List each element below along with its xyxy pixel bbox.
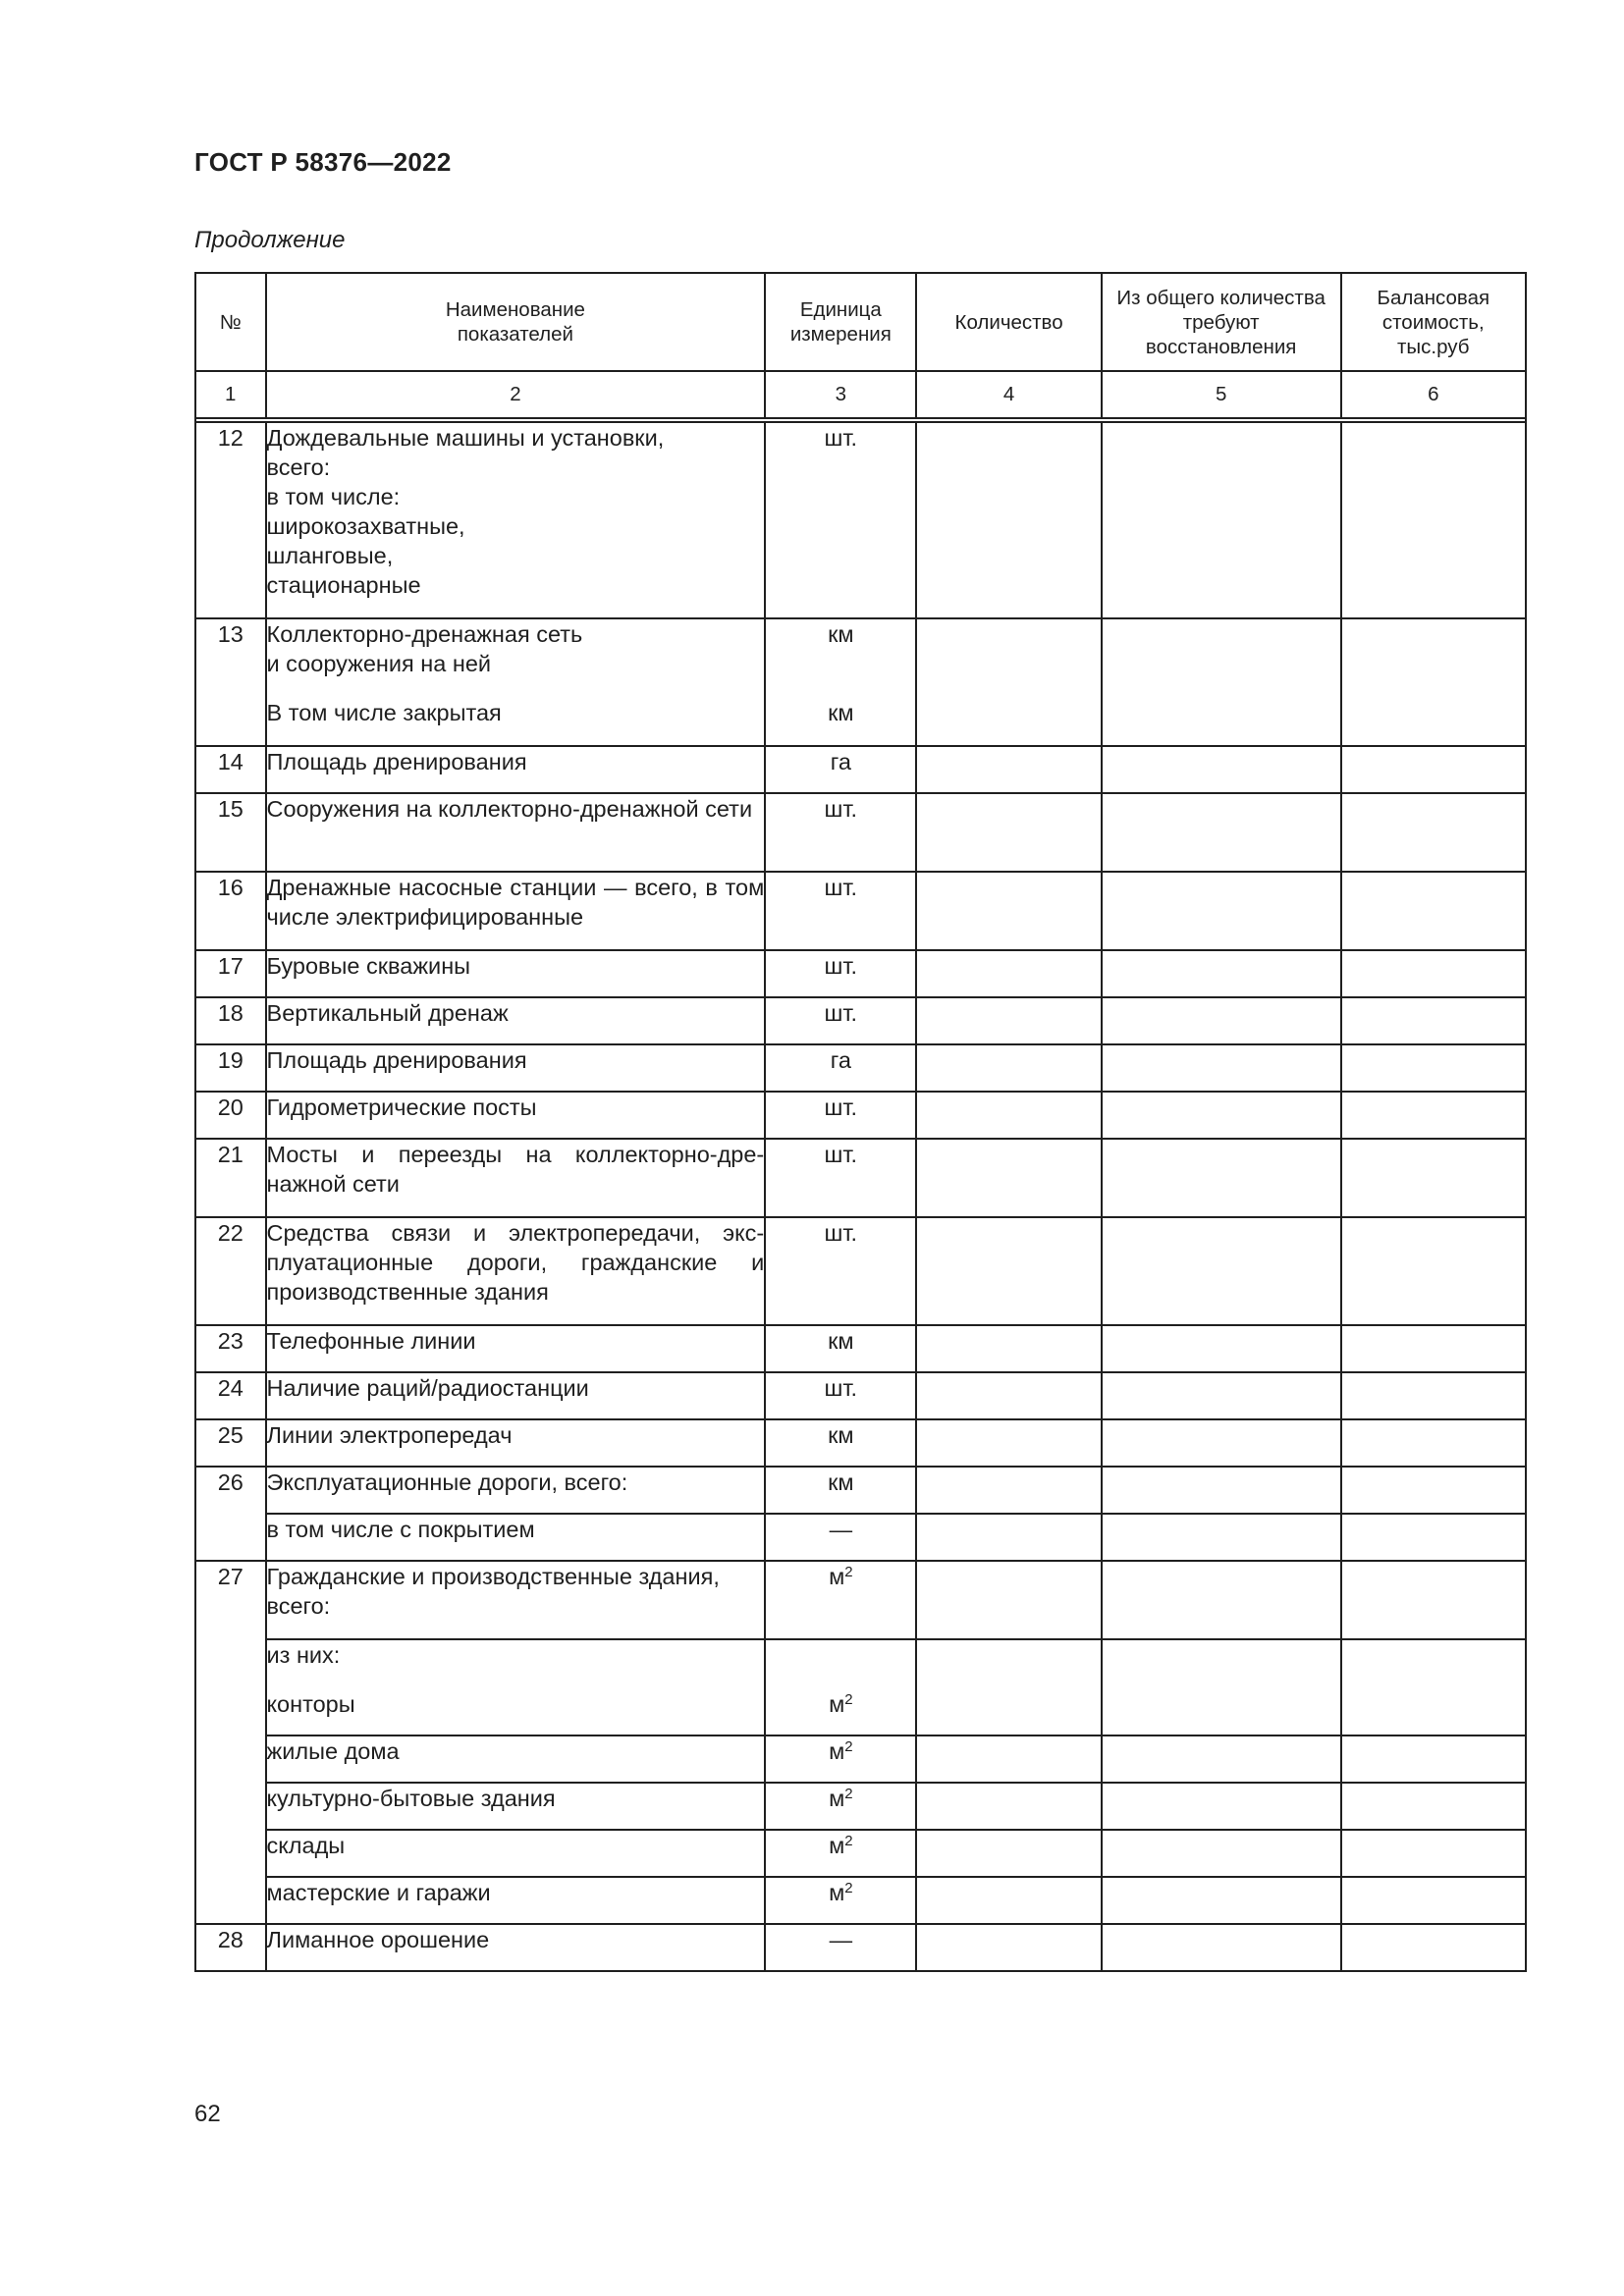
- restoration-cell: [1102, 1139, 1341, 1217]
- quantity-cell: [916, 950, 1101, 997]
- quantity-cell: [916, 1514, 1101, 1561]
- row-name: Лиманное орошение: [266, 1924, 766, 1971]
- balance-cell: [1341, 1139, 1526, 1217]
- column-number: 3: [765, 371, 916, 418]
- restoration-cell: [1102, 1467, 1341, 1514]
- row-unit: км: [765, 1419, 916, 1467]
- restoration-cell: [1102, 1217, 1341, 1325]
- balance-cell: [1341, 1419, 1526, 1467]
- table-row: [195, 1217, 1526, 1325]
- row-name: Буровые скважины: [266, 950, 766, 997]
- column-number: 1: [195, 371, 266, 418]
- row-number: 21: [195, 1139, 266, 1217]
- column-number-row: [195, 371, 1526, 418]
- restoration-cell: [1102, 793, 1341, 872]
- column-number: 6: [1341, 371, 1526, 418]
- table-header-row: [195, 273, 1526, 371]
- row-number: 18: [195, 997, 266, 1044]
- row-name: в том числе с покрытием: [266, 1514, 766, 1561]
- row-unit: шт.: [765, 950, 916, 997]
- balance-cell: [1341, 1325, 1526, 1372]
- page-number: 62: [194, 2101, 221, 2127]
- balance-cell: [1341, 1561, 1526, 1639]
- row-number: 24: [195, 1372, 266, 1419]
- restoration-cell: [1102, 1044, 1341, 1092]
- col-header-unit-text: Единица измерения: [789, 298, 892, 346]
- restoration-cell: [1102, 746, 1341, 793]
- row-name: Площадь дренирования: [266, 746, 766, 793]
- row-number: 12: [195, 422, 266, 618]
- row-unit: $м^2$: [765, 1877, 916, 1924]
- balance-cell: [1341, 1639, 1526, 1735]
- column-number: 2: [266, 371, 766, 418]
- row-name: [266, 618, 766, 746]
- row-unit: км: [765, 1325, 916, 1372]
- table-row: [195, 1092, 1526, 1139]
- row-unit: км: [765, 1467, 916, 1514]
- restoration-cell: [1102, 1735, 1341, 1783]
- balance-cell: [1341, 422, 1526, 618]
- row-unit: шт.: [765, 997, 916, 1044]
- row-name-line: широкозахватные,: [266, 513, 465, 539]
- row-name: Телефонные линии: [266, 1325, 766, 1372]
- balance-cell: [1341, 1735, 1526, 1783]
- quantity-cell: [916, 1924, 1101, 1971]
- table-subrow: [195, 1639, 1526, 1735]
- table-row: [195, 1419, 1526, 1467]
- row-number: 26: [195, 1467, 266, 1561]
- row-unit-line: км: [828, 621, 854, 647]
- row-unit: га: [765, 1044, 916, 1092]
- row-unit: шт.: [765, 422, 916, 618]
- row-name-line: В том числе закрытая: [266, 700, 502, 725]
- row-number: 28: [195, 1924, 266, 1971]
- quantity-cell: [916, 618, 1101, 746]
- row-number: 16: [195, 872, 266, 950]
- row-name: культурно-бытовые здания: [266, 1783, 766, 1830]
- row-unit: [765, 618, 916, 746]
- quantity-cell: [916, 1092, 1101, 1139]
- table-row: [195, 1139, 1526, 1217]
- quantity-cell: [916, 793, 1101, 872]
- quantity-cell: [916, 422, 1101, 618]
- restoration-cell: [1102, 1924, 1341, 1971]
- table-row: [195, 1924, 1526, 1971]
- quantity-cell: [916, 746, 1101, 793]
- row-name: Гидрометрические посты: [266, 1092, 766, 1139]
- row-number: 22: [195, 1217, 266, 1325]
- restoration-cell: [1102, 1830, 1341, 1877]
- row-number: 23: [195, 1325, 266, 1372]
- col-header-number: №: [195, 273, 266, 371]
- balance-cell: [1341, 1924, 1526, 1971]
- row-unit: $м^2$: [765, 1561, 916, 1639]
- balance-cell: [1341, 746, 1526, 793]
- row-name: жилые дома: [266, 1735, 766, 1783]
- restoration-cell: [1102, 1561, 1341, 1639]
- quantity-cell: [916, 1217, 1101, 1325]
- row-name: Линии электропередач: [266, 1419, 766, 1467]
- balance-cell: [1341, 997, 1526, 1044]
- row-unit: $м^2$: [765, 1783, 916, 1830]
- restoration-cell: [1102, 422, 1341, 618]
- row-number: 13: [195, 618, 266, 746]
- balance-cell: [1341, 1783, 1526, 1830]
- row-name-line: Дождевальные машины и установки,: [266, 425, 665, 451]
- balance-cell: [1341, 950, 1526, 997]
- col-header-balance: [1341, 273, 1526, 371]
- row-unit: $м^2$: [765, 1735, 916, 1783]
- row-name: Сооружения на коллекторно-дренажной сети: [266, 793, 766, 872]
- quantity-cell: [916, 1419, 1101, 1467]
- col-header-name: [266, 273, 766, 371]
- quantity-cell: [916, 1639, 1101, 1735]
- balance-cell: [1341, 1467, 1526, 1514]
- quantity-cell: [916, 1139, 1101, 1217]
- row-number: 25: [195, 1419, 266, 1467]
- col-header-balance-text: Балансовая стоимость, тыс.руб: [1377, 286, 1490, 358]
- row-name: Площадь дренирования: [266, 1044, 766, 1092]
- row-unit: шт.: [765, 1092, 916, 1139]
- restoration-cell: [1102, 1372, 1341, 1419]
- balance-cell: [1341, 1514, 1526, 1561]
- quantity-cell: [916, 1044, 1101, 1092]
- table-row: [195, 746, 1526, 793]
- column-number: 4: [916, 371, 1101, 418]
- row-number: 15: [195, 793, 266, 872]
- table-subrow: [195, 1830, 1526, 1877]
- row-unit-line: км: [828, 700, 854, 725]
- table-row: [195, 1372, 1526, 1419]
- row-number: 19: [195, 1044, 266, 1092]
- row-number: 14: [195, 746, 266, 793]
- row-name-line: и сооружения на ней: [266, 651, 492, 676]
- row-name: Вертикальный дренаж: [266, 997, 766, 1044]
- quantity-cell: [916, 997, 1101, 1044]
- row-name-line: из них:: [266, 1642, 341, 1668]
- balance-cell: [1341, 1092, 1526, 1139]
- balance-cell: [1341, 1217, 1526, 1325]
- row-name: Эксплуатационные дороги, всего:: [266, 1467, 766, 1514]
- quantity-cell: [916, 1372, 1101, 1419]
- restoration-cell: [1102, 1877, 1341, 1924]
- quantity-cell: [916, 872, 1101, 950]
- row-name: Дренажные насосные станции — всего, в том числе электрифицированные: [266, 872, 766, 950]
- indicators-table: [194, 272, 1527, 1972]
- restoration-cell: [1102, 1325, 1341, 1372]
- table-row: [195, 997, 1526, 1044]
- row-name-line: шланговые,: [266, 543, 394, 568]
- quantity-cell: [916, 1735, 1101, 1783]
- row-unit: $м^2$: [765, 1639, 916, 1735]
- table-row: [195, 422, 1526, 618]
- table-subrow: [195, 1783, 1526, 1830]
- balance-cell: [1341, 793, 1526, 872]
- row-number: 27: [195, 1561, 266, 1924]
- table-row: [195, 1325, 1526, 1372]
- balance-cell: [1341, 1830, 1526, 1877]
- table-subrow: [195, 1735, 1526, 1783]
- continuation-label: Продолжение: [194, 227, 346, 253]
- row-name: [266, 422, 766, 618]
- quantity-cell: [916, 1325, 1101, 1372]
- table-row: [195, 618, 1526, 746]
- column-number: 5: [1102, 371, 1341, 418]
- row-unit: шт.: [765, 793, 916, 872]
- row-unit: шт.: [765, 872, 916, 950]
- col-header-quantity: Количество: [916, 273, 1101, 371]
- row-name: склады: [266, 1830, 766, 1877]
- col-header-restoration: [1102, 273, 1341, 371]
- restoration-cell: [1102, 1092, 1341, 1139]
- col-header-restoration-text: Из общего количества требуют восстановления: [1116, 286, 1326, 358]
- row-number: 17: [195, 950, 266, 997]
- table-row: [195, 950, 1526, 997]
- row-name: Средства связи и электропередачи, экс-плуатационные дороги, гражданские и производственные здания: [266, 1217, 766, 1325]
- col-header-unit: [765, 273, 916, 371]
- row-name-line: всего:: [266, 454, 331, 480]
- row-name: Гражданские и производственные здания, всего:: [266, 1561, 766, 1639]
- restoration-cell: [1102, 1419, 1341, 1467]
- quantity-cell: [916, 1467, 1101, 1514]
- restoration-cell: [1102, 618, 1341, 746]
- balance-cell: [1341, 1372, 1526, 1419]
- balance-cell: [1341, 618, 1526, 746]
- quantity-cell: [916, 1877, 1101, 1924]
- col-header-name-text: Наименование показателей: [445, 298, 585, 346]
- row-name: [266, 1639, 766, 1735]
- balance-cell: [1341, 872, 1526, 950]
- quantity-cell: [916, 1783, 1101, 1830]
- row-unit: шт.: [765, 1372, 916, 1419]
- restoration-cell: [1102, 950, 1341, 997]
- row-name-line: Коллекторно-дренажная сеть: [266, 621, 583, 647]
- balance-cell: [1341, 1877, 1526, 1924]
- table-row: [195, 1467, 1526, 1514]
- row-name-line: конторы: [266, 1691, 355, 1717]
- table-row: [195, 872, 1526, 950]
- row-unit: $м^2$: [765, 1830, 916, 1877]
- quantity-cell: [916, 1830, 1101, 1877]
- row-number: 20: [195, 1092, 266, 1139]
- row-unit: шт.: [765, 1139, 916, 1217]
- restoration-cell: [1102, 1783, 1341, 1830]
- table-subrow: [195, 1877, 1526, 1924]
- row-unit: га: [765, 746, 916, 793]
- row-name: мастерские и гаражи: [266, 1877, 766, 1924]
- table-subrow: [195, 1514, 1526, 1561]
- row-name-line: стационарные: [266, 572, 421, 598]
- document-code: ГОСТ Р 58376—2022: [194, 147, 452, 177]
- row-name: Наличие раций/радиостанции: [266, 1372, 766, 1419]
- table-row: [195, 1561, 1526, 1639]
- balance-cell: [1341, 1044, 1526, 1092]
- row-unit: шт.: [765, 1217, 916, 1325]
- row-name: Мосты и переезды на коллекторно-дре-нажной сети: [266, 1139, 766, 1217]
- restoration-cell: [1102, 872, 1341, 950]
- row-name-line: в том числе:: [266, 484, 401, 509]
- table-row: [195, 1044, 1526, 1092]
- row-unit: —: [765, 1924, 916, 1971]
- row-unit: —: [765, 1514, 916, 1561]
- restoration-cell: [1102, 997, 1341, 1044]
- restoration-cell: [1102, 1639, 1341, 1735]
- quantity-cell: [916, 1561, 1101, 1639]
- table-row: [195, 793, 1526, 872]
- restoration-cell: [1102, 1514, 1341, 1561]
